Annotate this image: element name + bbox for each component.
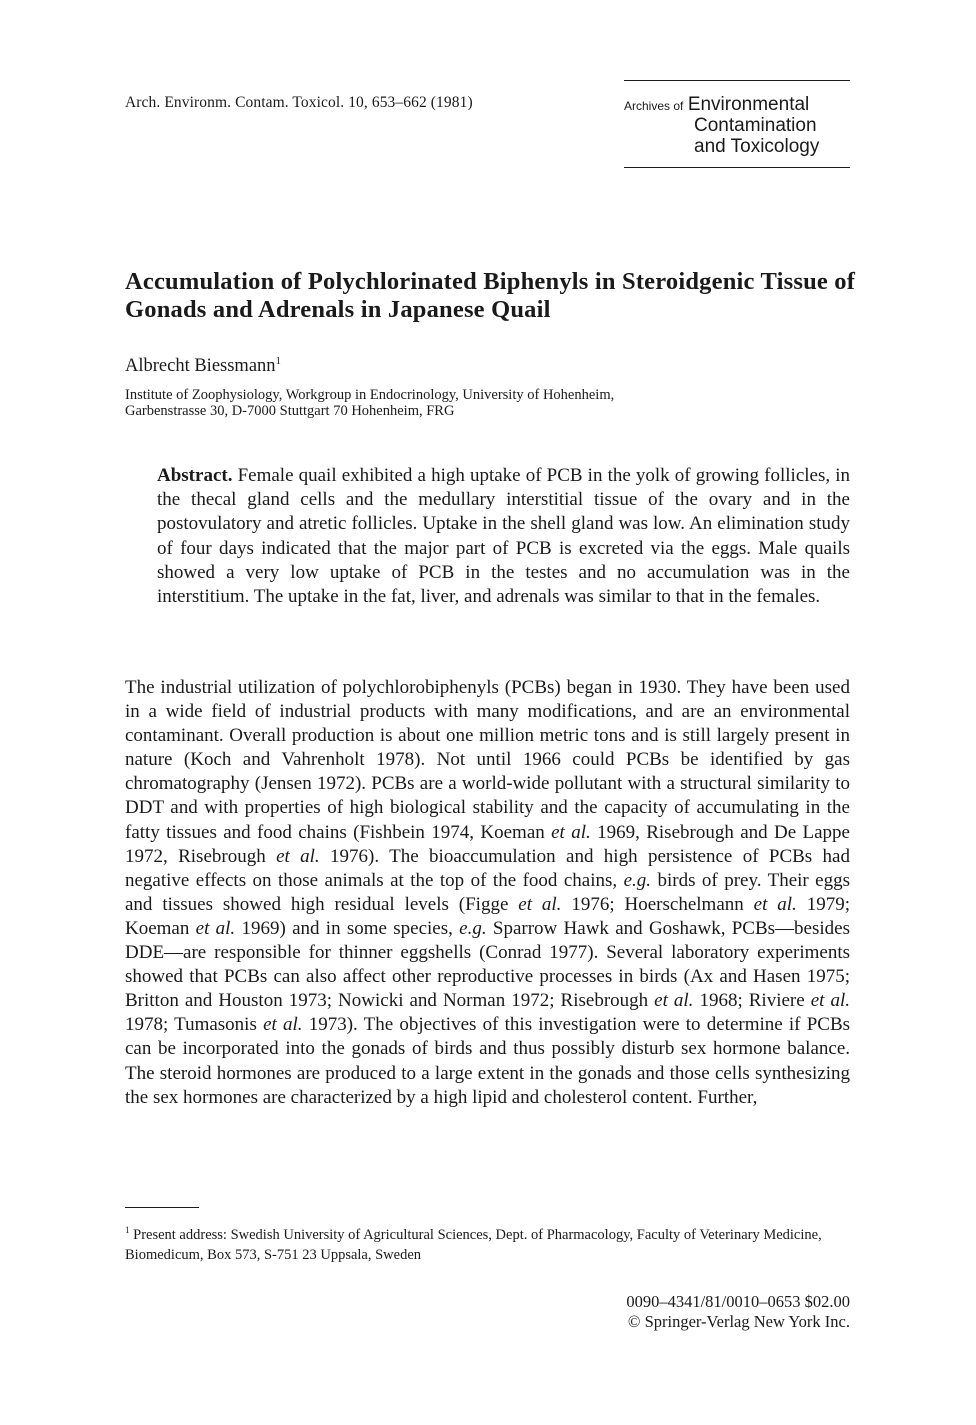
affiliation-line-1: Institute of Zoophysiology, Workgroup in Endocrinology, University of Hohenheim, (125, 387, 615, 403)
body-text-span: Sparrow Hawk and Goshawk, PCBs—besides DDE—are responsible for thinner eggshells (Conrad 1977). Several laboratory experiments showed that PCBs can also affect other reproductive processes in birds (Ax and Hasen 1975; Britton and Houston 1973; Nowicki and Norman 1972; Risebrough (125, 917, 850, 1012)
abstract (157, 464, 850, 609)
eg: e.g. (459, 917, 487, 939)
et-al: et al. (263, 1014, 303, 1036)
body-text-span: The industrial utilization of polychlorobiphenyls (PCBs) began in 1930. They have been used in a wide field of industrial products with many modifications, and are an environmental contaminant. Overall production is about one million metric tons and is still largely present in nature (Koch and Vahrenholt 1978). Not until 1966 could PCBs be identified by gas chromatography (Jensen 1972). PCBs are a world-wide pollutant with a structural similarity to DDT and with properties of high biological stability and the capacity of accumulating in the fatty tissues and food chains (Fishbein 1974, Koeman (125, 677, 850, 843)
journal-name-line2: Contamination (694, 115, 817, 136)
affiliation (125, 387, 865, 419)
author-footnote-mark: 1 (275, 355, 282, 367)
et-al: et al. (276, 845, 320, 867)
body-text-span: 1976). The bioaccumulation and high persistence of PCBs had negative effects on those animals at the top of the food chains, (125, 845, 850, 891)
footnote-mark: 1 (125, 1225, 130, 1235)
body-text-span: birds of prey. Their eggs and tissues showed high residual levels (Figge (125, 869, 851, 915)
journal-prefix: Archives of (624, 99, 684, 113)
et-al: et al. (195, 917, 236, 939)
footnote-text: Present address: Swedish University of Agricultural Sciences, Dept. of Pharmacology, Faculty of Veterinary Medicine, Biomedicum, Box 573, S-751 23 Uppsala, Sweden (125, 1226, 822, 1263)
abstract-label: Abstract. (157, 465, 233, 486)
journal-masthead (624, 80, 850, 168)
footnote-rule (125, 1207, 199, 1208)
eg: e.g. (623, 869, 652, 891)
masthead-bottom-rule (624, 167, 850, 168)
body-text-span: 1978; Tumasonis (125, 1014, 264, 1036)
journal-name-line3: and Toxicology (694, 136, 820, 157)
abstract-text: Female quail exhibited a high uptake of PCB in the yolk of growing follicles, in the thecal gland cells and the medullary interstitial tissue of the ovary and in the postovulatory and atretic follicles. Uptake in the shell gland was low. An elimination study of four days indicated that the major part of PCB is excreted via the eggs. Male quails showed a very low uptake of PCB in the testes and no accumulation was in the interstitium. The uptake in the fat, liver, and adrenals was similar to that in the females. (157, 465, 851, 608)
body-text-span: 1979; Koeman (125, 893, 850, 939)
et-al: et al. (518, 893, 562, 915)
article-code: 0090–4341/81/0010–0653 $02.00 (626, 1292, 850, 1311)
journal-name-line1: Environmental (687, 94, 810, 115)
body-text-span: 1968; Riviere (693, 990, 811, 1012)
body-text-span: 1969) and in some species, (235, 917, 460, 939)
imprint (626, 1292, 850, 1332)
publisher-copyright: © Springer-Verlag New York Inc. (627, 1312, 850, 1331)
affiliation-line-2: Garbenstrasse 30, D-7000 Stuttgart 70 Hohenheim, FRG (125, 403, 455, 419)
footnote (125, 1220, 852, 1265)
body-text-span: 1969, Risebrough and De Lappe 1972, Risebrough (125, 821, 850, 867)
et-al: et al. (551, 821, 591, 843)
article-title: Accumulation of Polychlorinated Biphenyls in Steroidgenic Tissue of Gonads and Adrenals in Japanese Quail (125, 268, 856, 323)
et-al: et al. (654, 990, 694, 1012)
body-text-span: 1976; Hoerschelmann (561, 893, 754, 915)
author-line (125, 355, 281, 377)
journal-citation: Arch. Environm. Contam. Toxicol. 10, 653–662 (1981) (125, 94, 473, 111)
et-al: et al. (753, 893, 797, 915)
body-text-span: 1973). The objectives of this investigation were to determine if PCBs can be incorporated into the gonads of birds and thus possibly disturb sex hormone balance. The steroid hormones are produced to a large extent in the gonads and those cells synthesizing the sex hormones are characterized by a high lipid and cholesterol content. Further, (125, 1014, 851, 1108)
et-al: et al. (810, 990, 850, 1012)
author-name: Albrecht Biessmann (125, 356, 276, 377)
body-paragraph (125, 676, 850, 1110)
